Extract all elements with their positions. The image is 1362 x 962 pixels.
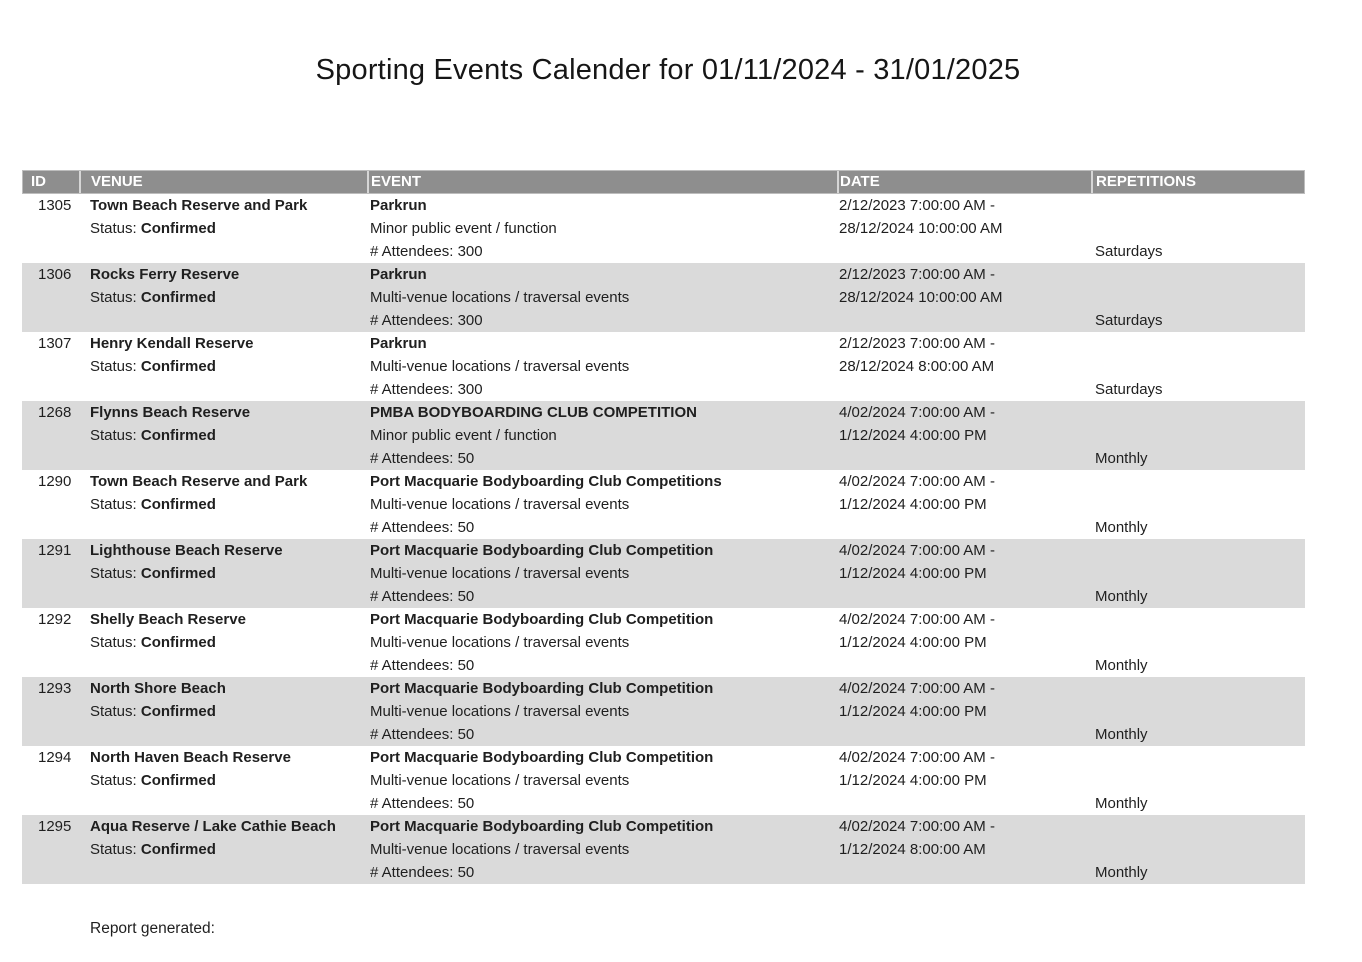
event-id: 1291 — [38, 542, 72, 559]
venue-status — [90, 838, 368, 861]
date-cell — [838, 608, 1092, 677]
event-title: Port Macquarie Bodyboarding Club Competition — [370, 542, 714, 559]
date-cell — [838, 263, 1092, 332]
event-cell — [368, 263, 838, 332]
date-cell — [838, 539, 1092, 608]
venue-status — [90, 769, 368, 792]
events-table — [22, 170, 1305, 884]
status-value: Confirmed — [140, 358, 216, 375]
status-label: Status: — [90, 634, 137, 651]
date-end: 1/12/2024 4:00:00 PM — [839, 634, 987, 651]
event-title: Port Macquarie Bodyboarding Club Competition — [370, 818, 714, 835]
event-type: Minor public event / function — [370, 220, 557, 237]
date-end: 1/12/2024 4:00:00 PM — [839, 496, 987, 513]
table-row — [22, 815, 1305, 884]
venue-cell — [80, 470, 368, 539]
date-end: 28/12/2024 10:00:00 AM — [839, 289, 1003, 306]
date-start: 4/02/2024 7:00:00 AM - — [839, 680, 995, 697]
event-id-cell — [22, 815, 80, 884]
date-start: 4/02/2024 7:00:00 AM - — [839, 473, 995, 490]
date-end: 1/12/2024 4:00:00 PM — [839, 427, 987, 444]
repetitions-cell — [1092, 746, 1305, 815]
date-start: 2/12/2023 7:00:00 AM - — [839, 266, 995, 283]
date-end: 28/12/2024 10:00:00 AM — [839, 220, 1003, 237]
column-header-venue: VENUE — [81, 171, 369, 193]
table-row — [22, 332, 1305, 401]
event-cell — [368, 677, 838, 746]
status-value: Confirmed — [140, 496, 216, 513]
page-title: Sporting Events Calender for 01/11/2024 - 31/01/2025 — [315, 54, 1021, 86]
event-title: Port Macquarie Bodyboarding Club Competition — [370, 680, 714, 697]
event-type: Multi-venue locations / traversal events — [370, 358, 630, 375]
event-cell — [368, 539, 838, 608]
date-end: 28/12/2024 8:00:00 AM — [839, 358, 995, 375]
event-attendees: # Attendees: 300 — [370, 243, 483, 260]
status-value: Confirmed — [140, 427, 216, 444]
venue-status — [90, 217, 368, 240]
date-start: 4/02/2024 7:00:00 AM - — [839, 818, 995, 835]
event-attendees: # Attendees: 300 — [370, 312, 483, 329]
venue-name: Rocks Ferry Reserve — [90, 266, 240, 283]
table-row — [22, 263, 1305, 332]
event-type: Multi-venue locations / traversal events — [370, 565, 630, 582]
venue-cell — [80, 677, 368, 746]
repetitions-value: Monthly — [1095, 588, 1148, 605]
venue-name: North Haven Beach Reserve — [90, 749, 291, 766]
event-id: 1293 — [38, 680, 72, 697]
venue-status — [90, 286, 368, 309]
venue-name: Town Beach Reserve and Park — [90, 473, 308, 490]
status-value: Confirmed — [140, 634, 216, 651]
event-id: 1305 — [38, 197, 72, 214]
event-attendees: # Attendees: 50 — [370, 519, 475, 536]
repetitions-value: Saturdays — [1095, 243, 1163, 260]
event-title: PMBA BODYBOARDING CLUB COMPETITION — [370, 404, 697, 421]
repetitions-cell — [1092, 677, 1305, 746]
event-cell — [368, 470, 838, 539]
event-type: Multi-venue locations / traversal events — [370, 841, 630, 858]
repetitions-cell — [1092, 332, 1305, 401]
table-body — [22, 194, 1305, 884]
event-cell — [368, 401, 838, 470]
event-cell — [368, 194, 838, 263]
date-end: 1/12/2024 4:00:00 PM — [839, 703, 987, 720]
table-row — [22, 746, 1305, 815]
venue-cell — [80, 815, 368, 884]
table-row — [22, 401, 1305, 470]
venue-cell — [80, 401, 368, 470]
venue-status — [90, 493, 368, 516]
column-header-event: EVENT — [369, 171, 839, 193]
status-value: Confirmed — [140, 220, 216, 237]
venue-cell — [80, 539, 368, 608]
repetitions-cell — [1092, 815, 1305, 884]
event-title: Port Macquarie Bodyboarding Club Competitions — [370, 473, 722, 490]
event-type: Multi-venue locations / traversal events — [370, 703, 630, 720]
date-end: 1/12/2024 4:00:00 PM — [839, 772, 987, 789]
venue-cell — [80, 746, 368, 815]
venue-status — [90, 424, 368, 447]
column-header-date: DATE — [839, 171, 1093, 193]
event-id: 1290 — [38, 473, 72, 490]
status-label: Status: — [90, 220, 137, 237]
event-id: 1295 — [38, 818, 72, 835]
event-attendees: # Attendees: 300 — [370, 381, 483, 398]
event-id-cell — [22, 746, 80, 815]
event-id: 1292 — [38, 611, 72, 628]
repetitions-value: Saturdays — [1095, 312, 1163, 329]
event-title: Port Macquarie Bodyboarding Club Competition — [370, 611, 714, 628]
event-cell — [368, 815, 838, 884]
event-id: 1307 — [38, 335, 72, 352]
status-label: Status: — [90, 841, 137, 858]
status-value: Confirmed — [140, 289, 216, 306]
status-label: Status: — [90, 565, 137, 582]
date-start: 4/02/2024 7:00:00 AM - — [839, 404, 995, 421]
table-row — [22, 539, 1305, 608]
venue-name: Henry Kendall Reserve — [90, 335, 254, 352]
event-attendees: # Attendees: 50 — [370, 588, 475, 605]
date-cell — [838, 401, 1092, 470]
event-id-cell — [22, 539, 80, 608]
event-attendees: # Attendees: 50 — [370, 450, 475, 467]
event-id-cell — [22, 608, 80, 677]
venue-name: Flynns Beach Reserve — [90, 404, 251, 421]
event-type: Minor public event / function — [370, 427, 557, 444]
status-value: Confirmed — [140, 841, 216, 858]
repetitions-cell — [1092, 470, 1305, 539]
event-cell — [368, 746, 838, 815]
event-id: 1306 — [38, 266, 72, 283]
table-row — [22, 677, 1305, 746]
repetitions-value: Monthly — [1095, 795, 1148, 812]
venue-status — [90, 700, 368, 723]
venue-status — [90, 355, 368, 378]
date-cell — [838, 677, 1092, 746]
status-value: Confirmed — [140, 565, 216, 582]
status-value: Confirmed — [140, 772, 216, 789]
report-generated-label: Report generated: — [90, 920, 215, 937]
event-title: Port Macquarie Bodyboarding Club Competition — [370, 749, 714, 766]
event-title: Parkrun — [370, 266, 427, 283]
event-id-cell — [22, 470, 80, 539]
repetitions-cell — [1092, 608, 1305, 677]
repetitions-value: Saturdays — [1095, 381, 1163, 398]
repetitions-value: Monthly — [1095, 726, 1148, 743]
event-id-cell — [22, 194, 80, 263]
event-type: Multi-venue locations / traversal events — [370, 496, 630, 513]
venue-cell — [80, 194, 368, 263]
event-attendees: # Attendees: 50 — [370, 795, 475, 812]
event-id: 1268 — [38, 404, 72, 421]
repetitions-cell — [1092, 401, 1305, 470]
date-start: 4/02/2024 7:00:00 AM - — [839, 542, 995, 559]
venue-status — [90, 562, 368, 585]
venue-cell — [80, 608, 368, 677]
date-start: 4/02/2024 7:00:00 AM - — [839, 611, 995, 628]
event-type: Multi-venue locations / traversal events — [370, 289, 630, 306]
venue-name: North Shore Beach — [90, 680, 226, 697]
venue-cell — [80, 263, 368, 332]
event-attendees: # Attendees: 50 — [370, 864, 475, 881]
event-id-cell — [22, 401, 80, 470]
venue-status — [90, 631, 368, 654]
status-value: Confirmed — [140, 703, 216, 720]
repetitions-cell — [1092, 194, 1305, 263]
status-label: Status: — [90, 427, 137, 444]
table-header — [22, 170, 1305, 194]
table-row — [22, 470, 1305, 539]
event-id: 1294 — [38, 749, 72, 766]
date-cell — [838, 470, 1092, 539]
venue-cell — [80, 332, 368, 401]
venue-name: Aqua Reserve / Lake Cathie Beach — [90, 818, 336, 835]
date-start: 4/02/2024 7:00:00 AM - — [839, 749, 995, 766]
repetitions-cell — [1092, 539, 1305, 608]
date-cell — [838, 815, 1092, 884]
event-attendees: # Attendees: 50 — [370, 657, 475, 674]
date-cell — [838, 194, 1092, 263]
repetitions-value: Monthly — [1095, 519, 1148, 536]
event-cell — [368, 608, 838, 677]
venue-name: Lighthouse Beach Reserve — [90, 542, 283, 559]
repetitions-value: Monthly — [1095, 450, 1148, 467]
status-label: Status: — [90, 703, 137, 720]
status-label: Status: — [90, 289, 137, 306]
date-end: 1/12/2024 4:00:00 PM — [839, 565, 987, 582]
date-start: 2/12/2023 7:00:00 AM - — [839, 197, 995, 214]
event-title: Parkrun — [370, 197, 427, 214]
venue-name: Shelly Beach Reserve — [90, 611, 246, 628]
event-id-cell — [22, 332, 80, 401]
event-type: Multi-venue locations / traversal events — [370, 772, 630, 789]
venue-name: Town Beach Reserve and Park — [90, 197, 308, 214]
event-attendees: # Attendees: 50 — [370, 726, 475, 743]
event-cell — [368, 332, 838, 401]
event-id-cell — [22, 263, 80, 332]
status-label: Status: — [90, 496, 137, 513]
table-row — [22, 194, 1305, 263]
date-end: 1/12/2024 8:00:00 AM — [839, 841, 986, 858]
repetitions-value: Monthly — [1095, 657, 1148, 674]
event-title: Parkrun — [370, 335, 427, 352]
column-header-id: ID — [23, 171, 81, 193]
event-type: Multi-venue locations / traversal events — [370, 634, 630, 651]
date-cell — [838, 746, 1092, 815]
date-start: 2/12/2023 7:00:00 AM - — [839, 335, 995, 352]
repetitions-value: Monthly — [1095, 864, 1148, 881]
date-cell — [838, 332, 1092, 401]
status-label: Status: — [90, 358, 137, 375]
status-label: Status: — [90, 772, 137, 789]
column-header-repetitions: REPETITIONS — [1096, 173, 1197, 190]
repetitions-cell — [1092, 263, 1305, 332]
event-id-cell — [22, 677, 80, 746]
table-row — [22, 608, 1305, 677]
